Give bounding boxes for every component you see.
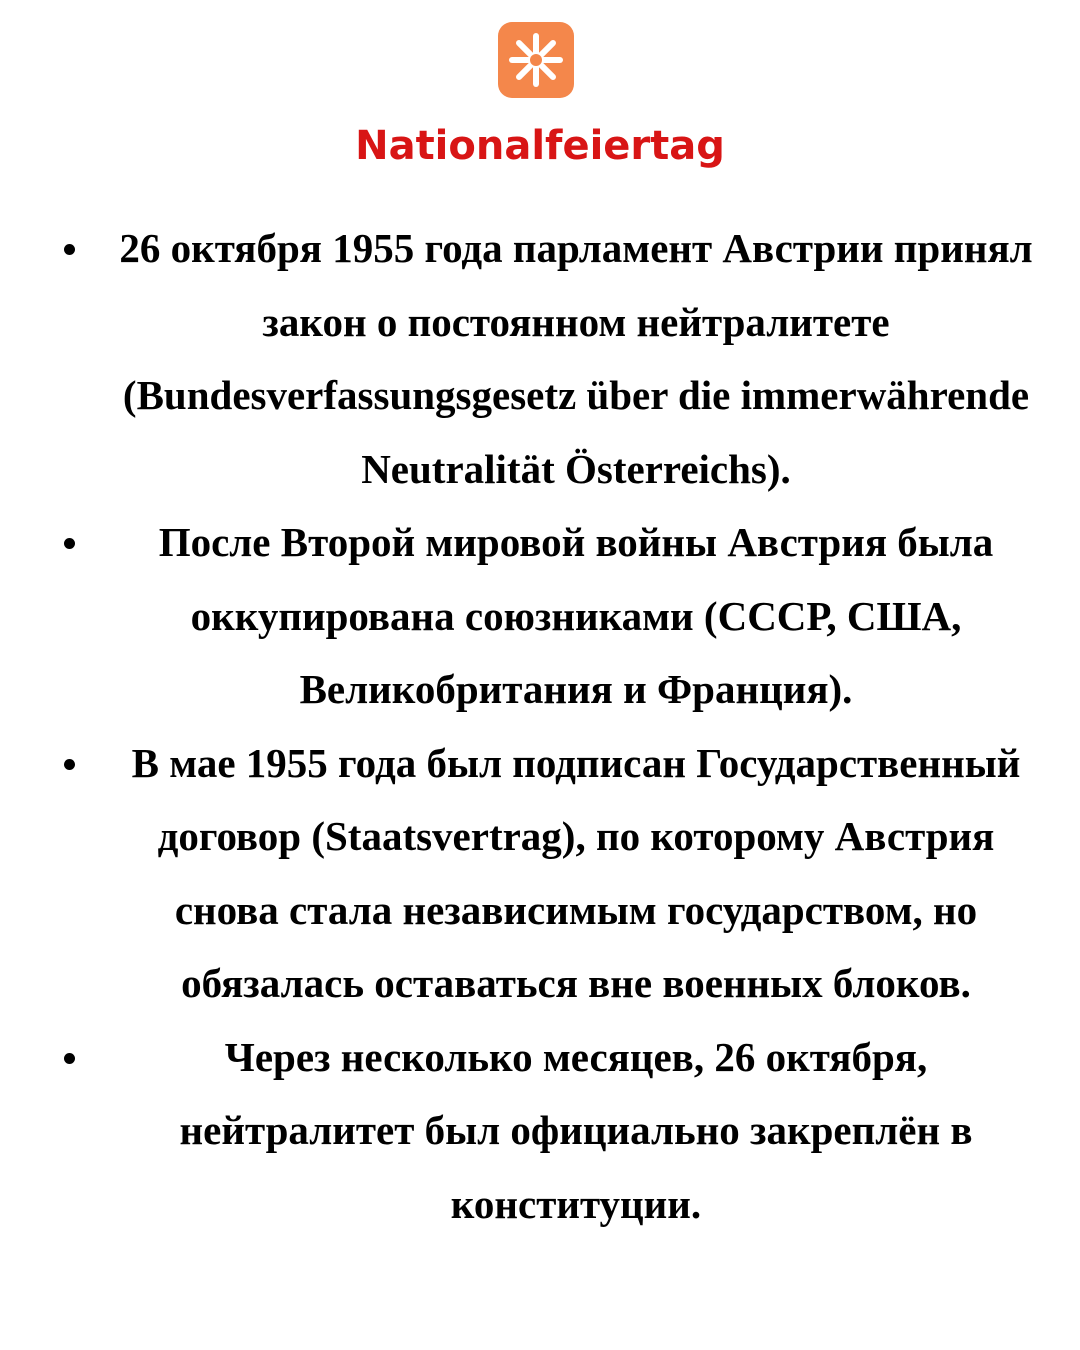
facts-list <box>56 212 1046 1241</box>
list-item <box>56 1021 1046 1242</box>
asterisk-icon <box>498 22 574 98</box>
list-item <box>56 212 1046 506</box>
page-title: Nationalfeiertag <box>355 123 725 169</box>
fact-text: Через несколько месяцев, 26 октября, нейтралитет был официально закреплён в конституции. <box>179 1033 973 1227</box>
bullet-icon <box>64 538 75 549</box>
bullet-icon <box>64 244 75 255</box>
fact-text: После Второй мировой войны Австрия была оккупирована союзниками (СССР, США, Великобритания и Франция). <box>158 519 994 712</box>
fact-text: В мае 1955 года был подписан Государственный договор (Staatsvertrag), по которому Австрия снова стала независимым государством, но обязалась оставаться вне военных блоков. <box>131 739 1021 1006</box>
list-item <box>56 506 1046 727</box>
list-item <box>56 727 1046 1021</box>
logo <box>498 22 574 98</box>
bullet-icon <box>64 1053 75 1064</box>
fact-text: 26 октября 1955 года парламент Австрии принял закон о постоянном нейтралитете (Bundesverfassungsgesetz über die immerwährende Neutralität Österreichs). <box>119 225 1033 492</box>
bullet-icon <box>64 759 75 770</box>
